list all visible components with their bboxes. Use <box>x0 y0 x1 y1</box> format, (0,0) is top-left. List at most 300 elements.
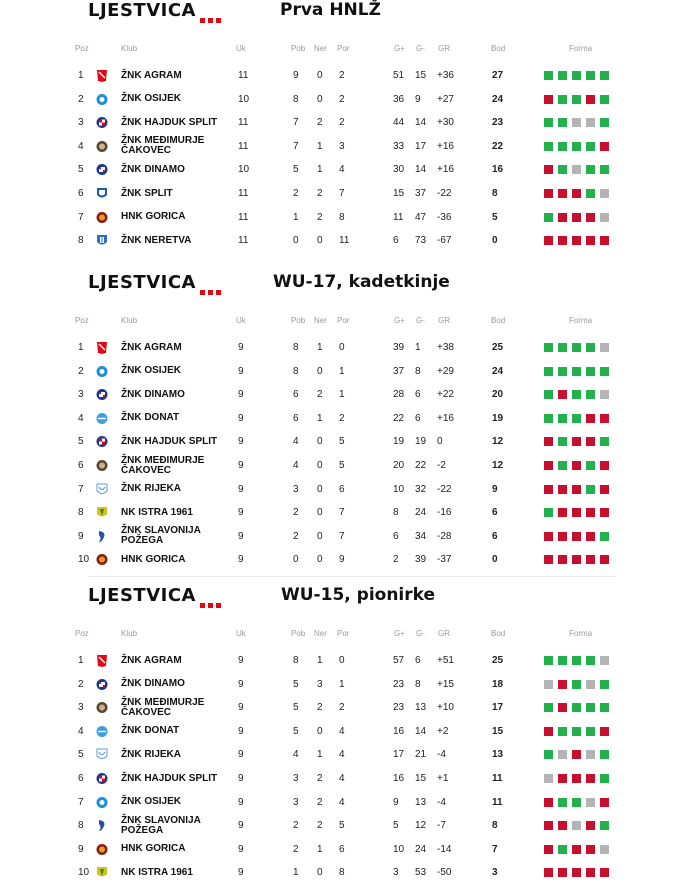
club-name[interactable]: ŽNK OSIJEK <box>121 796 182 808</box>
form-loss <box>572 437 581 446</box>
cell-pob: 3 <box>293 773 299 784</box>
cell-ner: 2 <box>317 389 323 401</box>
form-win <box>600 703 609 712</box>
table-row[interactable] <box>0 430 692 453</box>
club-name[interactable]: ŽNK NERETVA <box>121 234 192 246</box>
table-row[interactable] <box>0 861 692 884</box>
cell-gplus: 11 <box>393 211 404 223</box>
brand-dots-icon <box>200 282 224 287</box>
form-win <box>600 774 609 783</box>
form-loss <box>558 680 567 689</box>
cell-poz: 4 <box>78 140 84 152</box>
table-row[interactable] <box>0 767 692 790</box>
cell-por: 5 <box>339 436 345 448</box>
cell-poz: 5 <box>78 749 84 761</box>
form-indicator <box>544 727 609 736</box>
cell-bod: 8 <box>492 820 498 832</box>
cell-gminus: 21 <box>415 749 427 761</box>
form-win <box>558 656 567 665</box>
istra-crest-icon <box>96 866 108 879</box>
club-name[interactable]: HNK GORICA <box>121 211 186 223</box>
form-loss <box>572 845 581 854</box>
club-name[interactable]: ŽNK RIJEKA <box>121 748 182 760</box>
form-indicator <box>544 189 609 198</box>
cell-pob: 4 <box>293 460 299 471</box>
cell-pob: 2 <box>293 843 299 855</box>
column-header-pob: Pob <box>291 629 306 638</box>
table-row[interactable] <box>0 229 692 252</box>
form-loss <box>544 845 553 854</box>
cell-poz: 8 <box>78 507 84 519</box>
cell-poz: 5 <box>78 164 84 176</box>
form-win <box>558 118 567 127</box>
column-header-pob: Pob <box>291 44 306 53</box>
form-loss <box>558 868 567 877</box>
neretva-crest-icon <box>96 234 108 247</box>
form-loss <box>600 142 609 151</box>
cell-gplus: 16 <box>393 773 405 784</box>
club-name[interactable]: ŽNK MEĐIMURJE ČAKOVEC <box>121 696 205 718</box>
cell-pob: 2 <box>293 530 299 542</box>
club-name[interactable]: ŽNK SPLIT <box>121 187 173 199</box>
cell-gplus: 6 <box>393 530 399 542</box>
cell-gr: +36 <box>437 70 454 81</box>
cell-gminus: 14 <box>415 117 427 129</box>
cell-pob: 4 <box>293 749 299 761</box>
form-loss <box>572 236 581 245</box>
column-header-ner: Ner <box>314 316 327 325</box>
cell-bod: 23 <box>492 117 504 129</box>
form-indicator <box>544 367 609 376</box>
cell-gplus: 17 <box>393 749 405 761</box>
column-header-poz: Poz <box>75 316 89 325</box>
club-name[interactable]: NK ISTRA 1961 <box>121 866 193 878</box>
form-draw <box>600 656 609 665</box>
form-loss <box>586 821 595 830</box>
form-loss <box>558 236 567 245</box>
form-indicator <box>544 845 609 854</box>
cell-por: 5 <box>339 460 345 471</box>
cell-gplus: 23 <box>393 678 405 690</box>
club-name[interactable]: ŽNK OSIJEK <box>121 365 182 377</box>
form-indicator <box>544 555 609 564</box>
cell-por: 11 <box>339 235 350 247</box>
cell-ner: 1 <box>317 749 323 761</box>
cell-gminus: 73 <box>415 235 427 247</box>
cell-uk: 9 <box>238 773 244 784</box>
cell-por: 1 <box>339 365 345 377</box>
cell-bod: 24 <box>492 93 504 105</box>
form-draw <box>544 774 553 783</box>
form-win <box>600 165 609 174</box>
form-loss <box>558 189 567 198</box>
cell-gplus: 2 <box>393 554 399 566</box>
cell-uk: 9 <box>238 554 244 566</box>
form-indicator <box>544 461 609 470</box>
club-name[interactable]: ŽNK MEĐIMURJE ČAKOVEC <box>121 135 205 157</box>
form-win <box>586 189 595 198</box>
column-header-por: Por <box>337 316 350 325</box>
table-row[interactable] <box>0 673 692 696</box>
table-row[interactable] <box>0 407 692 430</box>
table-row[interactable] <box>0 649 692 672</box>
cell-poz: 4 <box>78 412 84 424</box>
divider <box>88 576 616 577</box>
cell-uk: 9 <box>238 702 244 714</box>
club-name[interactable]: ŽNK HAJDUK SPLIT <box>121 116 218 128</box>
cell-pob: 6 <box>293 412 299 424</box>
form-loss <box>558 555 567 564</box>
form-win <box>544 213 553 222</box>
cell-poz: 7 <box>78 796 84 808</box>
table-row[interactable] <box>0 743 692 766</box>
cell-gplus: 9 <box>393 796 399 808</box>
cell-gplus: 39 <box>393 342 405 353</box>
cell-gminus: 39 <box>415 554 427 566</box>
club-name[interactable]: ŽNK AGRAM <box>121 341 182 353</box>
form-draw <box>586 798 595 807</box>
cell-ner: 0 <box>317 483 323 495</box>
cell-gr: -22 <box>437 188 452 199</box>
cell-gminus: 24 <box>415 843 427 855</box>
column-header-ner: Ner <box>314 629 327 638</box>
table-row[interactable] <box>0 135 692 158</box>
cell-gminus: 9 <box>415 93 421 105</box>
club-name[interactable]: ŽNK SLAVONIJA POŽEGA <box>121 525 201 547</box>
form-indicator <box>544 774 609 783</box>
cell-gr: -16 <box>437 507 452 519</box>
column-header-gminus: G- <box>416 44 425 53</box>
cell-por: 2 <box>339 412 345 424</box>
agram-crest-icon <box>96 69 108 82</box>
form-loss <box>600 798 609 807</box>
cell-pob: 2 <box>293 507 299 519</box>
form-indicator <box>544 680 609 689</box>
form-loss <box>544 727 553 736</box>
cell-uk: 9 <box>238 867 244 879</box>
cell-poz: 9 <box>78 530 84 542</box>
slavonija-crest-icon <box>96 819 108 832</box>
cell-por: 7 <box>339 188 345 199</box>
form-loss <box>544 821 553 830</box>
column-header-poz: Poz <box>75 629 89 638</box>
table-row[interactable] <box>0 182 692 205</box>
cell-gminus: 8 <box>415 365 421 377</box>
cell-gr: +16 <box>437 412 454 424</box>
form-win <box>544 343 553 352</box>
cell-uk: 9 <box>238 483 244 495</box>
form-indicator <box>544 142 609 151</box>
cell-pob: 0 <box>293 235 299 247</box>
form-draw <box>572 821 581 830</box>
form-draw <box>600 845 609 854</box>
cell-gplus: 57 <box>393 655 405 666</box>
form-win <box>558 343 567 352</box>
cell-gr: +27 <box>437 93 454 105</box>
club-name[interactable]: HNK GORICA <box>121 843 186 855</box>
table-row[interactable] <box>0 111 692 134</box>
form-win <box>572 414 581 423</box>
cell-poz: 6 <box>78 460 84 471</box>
club-name[interactable]: ŽNK MEĐIMURJE ČAKOVEC <box>121 454 205 476</box>
club-name[interactable]: ŽNK AGRAM <box>121 69 182 81</box>
cell-gplus: 3 <box>393 867 399 879</box>
cell-gminus: 6 <box>415 389 421 401</box>
cell-gplus: 44 <box>393 117 405 129</box>
cell-ner: 1 <box>317 412 323 424</box>
table-row[interactable] <box>0 696 692 719</box>
form-indicator <box>544 343 609 352</box>
table-row[interactable] <box>0 336 692 359</box>
cell-uk: 9 <box>238 342 244 353</box>
form-win <box>572 703 581 712</box>
form-loss <box>572 555 581 564</box>
club-name[interactable]: HNK GORICA <box>121 553 186 565</box>
cell-uk: 9 <box>238 843 244 855</box>
form-win <box>544 750 553 759</box>
club-name[interactable]: ŽNK SLAVONIJA POŽEGA <box>121 814 201 836</box>
form-win <box>586 727 595 736</box>
cell-gminus: 13 <box>415 702 427 714</box>
split-crest-icon <box>96 187 108 200</box>
cell-uk: 9 <box>238 530 244 542</box>
table-row[interactable] <box>0 814 692 837</box>
form-loss <box>572 508 581 517</box>
cell-poz: 1 <box>78 70 84 81</box>
form-win <box>586 485 595 494</box>
form-loss <box>572 750 581 759</box>
form-draw <box>572 165 581 174</box>
club-name[interactable]: ŽNK OSIJEK <box>121 93 182 105</box>
column-header-bod: Bod <box>491 44 506 53</box>
cell-poz: 3 <box>78 389 84 401</box>
cell-por: 6 <box>339 843 345 855</box>
cell-uk: 11 <box>238 117 249 129</box>
table-row[interactable] <box>0 360 692 383</box>
cell-poz: 9 <box>78 843 84 855</box>
cell-poz: 2 <box>78 93 84 105</box>
medimurje-crest-icon <box>96 140 108 153</box>
table-row[interactable] <box>0 88 692 111</box>
table-row[interactable] <box>0 158 692 181</box>
club-name[interactable]: NK ISTRA 1961 <box>121 506 193 518</box>
cell-poz: 3 <box>78 702 84 714</box>
form-loss <box>586 555 595 564</box>
cell-poz: 2 <box>78 678 84 690</box>
form-win <box>544 390 553 399</box>
cell-ner: 0 <box>317 436 323 448</box>
table-row[interactable] <box>0 454 692 477</box>
club-name[interactable]: ŽNK AGRAM <box>121 654 182 666</box>
cell-por: 3 <box>339 140 345 152</box>
club-name[interactable]: ŽNK DINAMO <box>121 678 185 690</box>
form-win <box>586 165 595 174</box>
cell-gr: -36 <box>437 211 452 223</box>
form-win <box>544 118 553 127</box>
cell-ner: 1 <box>317 843 323 855</box>
table-row[interactable] <box>0 64 692 87</box>
club-name[interactable]: ŽNK HAJDUK SPLIT <box>121 772 218 784</box>
table-row[interactable] <box>0 791 692 814</box>
cell-poz: 6 <box>78 773 84 784</box>
form-loss <box>558 390 567 399</box>
table-header <box>0 272 692 302</box>
form-indicator <box>544 414 609 423</box>
cell-pob: 5 <box>293 678 299 690</box>
cell-ner: 2 <box>317 820 323 832</box>
form-win <box>544 656 553 665</box>
cell-por: 6 <box>339 483 345 495</box>
form-win <box>600 95 609 104</box>
cell-uk: 11 <box>238 70 249 81</box>
table-row[interactable] <box>0 720 692 743</box>
table-row[interactable] <box>0 478 692 501</box>
form-win <box>558 71 567 80</box>
form-loss <box>544 485 553 494</box>
cell-bod: 13 <box>492 749 504 761</box>
form-loss <box>586 774 595 783</box>
column-header-klub: Klub <box>121 629 138 638</box>
brand-logo: LJESTVICA <box>88 585 196 606</box>
column-header-gminus: G- <box>416 629 425 638</box>
cell-gminus: 37 <box>415 188 427 199</box>
cell-ner: 3 <box>317 678 323 690</box>
cell-ner: 1 <box>317 164 323 176</box>
cell-por: 1 <box>339 678 345 690</box>
form-loss <box>572 868 581 877</box>
cell-gminus: 13 <box>415 796 427 808</box>
cell-gr: -67 <box>437 235 452 247</box>
club-name[interactable]: ŽNK DINAMO <box>121 388 185 400</box>
form-win <box>572 680 581 689</box>
form-win <box>586 703 595 712</box>
column-header-forma: Forma <box>569 316 593 325</box>
form-win <box>572 343 581 352</box>
form-indicator <box>544 868 609 877</box>
cell-por: 5 <box>339 820 345 832</box>
cell-por: 4 <box>339 773 345 784</box>
brand-logo: LJESTVICA <box>88 272 196 293</box>
table-row[interactable] <box>0 525 692 548</box>
column-header-gr: GR <box>438 316 450 325</box>
cell-bod: 15 <box>492 725 504 737</box>
form-indicator <box>544 821 609 830</box>
cell-ner: 2 <box>317 796 323 808</box>
cell-gminus: 15 <box>415 70 427 81</box>
cell-gminus: 22 <box>415 460 427 471</box>
cell-bod: 27 <box>492 70 504 81</box>
column-header-uk: Uk <box>236 44 246 53</box>
cell-bod: 3 <box>492 867 498 879</box>
cell-uk: 9 <box>238 725 244 737</box>
brand-logo: LJESTVICA <box>88 0 196 21</box>
column-header-por: Por <box>337 629 350 638</box>
cell-bod: 25 <box>492 342 504 353</box>
cell-pob: 8 <box>293 93 299 105</box>
cell-por: 7 <box>339 507 345 519</box>
istra-crest-icon <box>96 506 108 519</box>
cell-gplus: 36 <box>393 93 405 105</box>
cell-uk: 11 <box>238 140 249 152</box>
cell-uk: 9 <box>238 655 244 666</box>
cell-gplus: 19 <box>393 436 405 448</box>
form-win <box>586 71 595 80</box>
cell-ner: 0 <box>317 507 323 519</box>
cell-gplus: 22 <box>393 412 405 424</box>
cell-gplus: 5 <box>393 820 399 832</box>
form-draw <box>586 750 595 759</box>
form-draw <box>600 189 609 198</box>
form-win <box>586 390 595 399</box>
cell-pob: 6 <box>293 389 299 401</box>
club-name[interactable]: ŽNK RIJEKA <box>121 483 182 495</box>
cell-poz: 7 <box>78 211 84 223</box>
osijek-crest-icon <box>96 93 108 106</box>
form-loss <box>586 236 595 245</box>
form-win <box>558 165 567 174</box>
form-indicator <box>544 798 609 807</box>
form-win <box>544 414 553 423</box>
club-name[interactable]: ŽNK DONAT <box>121 412 180 424</box>
form-indicator <box>544 750 609 759</box>
table-row[interactable] <box>0 838 692 861</box>
rijeka-crest-icon <box>96 483 108 496</box>
form-win <box>572 367 581 376</box>
club-name[interactable]: ŽNK DINAMO <box>121 163 185 175</box>
form-win <box>558 142 567 151</box>
cell-bod: 12 <box>492 460 504 471</box>
cell-gr: +15 <box>437 678 454 690</box>
cell-bod: 18 <box>492 678 504 690</box>
table-row[interactable] <box>0 548 692 571</box>
cell-ner: 0 <box>317 725 323 737</box>
cell-ner: 2 <box>317 188 323 199</box>
form-win <box>572 95 581 104</box>
cell-por: 0 <box>339 655 345 666</box>
cell-bod: 20 <box>492 389 504 401</box>
table-row[interactable] <box>0 206 692 229</box>
form-win <box>586 461 595 470</box>
column-header-gplus: G+ <box>394 316 405 325</box>
cell-pob: 3 <box>293 796 299 808</box>
cell-pob: 5 <box>293 725 299 737</box>
form-loss <box>572 532 581 541</box>
cell-gplus: 28 <box>393 389 405 401</box>
form-loss <box>572 485 581 494</box>
cell-gminus: 24 <box>415 507 427 519</box>
form-loss <box>544 798 553 807</box>
cell-gminus: 19 <box>415 436 427 448</box>
cell-uk: 9 <box>238 507 244 519</box>
cell-ner: 2 <box>317 211 323 223</box>
form-loss <box>586 532 595 541</box>
club-name[interactable]: ŽNK HAJDUK SPLIT <box>121 435 218 447</box>
cell-ner: 2 <box>317 702 323 714</box>
form-loss <box>544 236 553 245</box>
table-row[interactable] <box>0 383 692 406</box>
form-indicator <box>544 95 609 104</box>
cell-gplus: 37 <box>393 365 405 377</box>
form-loss <box>544 461 553 470</box>
table-header <box>0 0 692 30</box>
cell-bod: 5 <box>492 211 498 223</box>
cell-bod: 0 <box>492 235 498 247</box>
column-header-forma: Forma <box>569 629 593 638</box>
cell-ner: 0 <box>317 235 323 247</box>
cell-gr: +16 <box>437 164 454 176</box>
club-name[interactable]: ŽNK DONAT <box>121 725 180 737</box>
table-row[interactable] <box>0 501 692 524</box>
